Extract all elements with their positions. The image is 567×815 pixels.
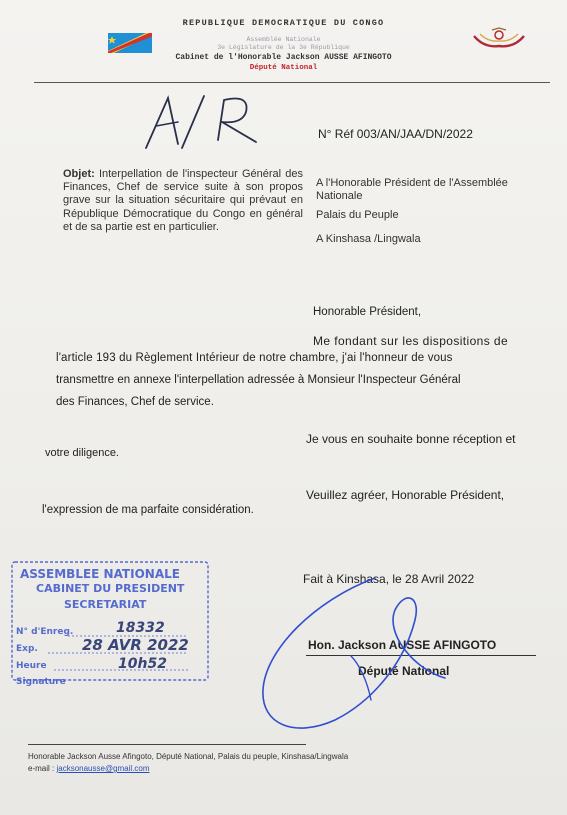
recipient-line-1: A l'Honorable Président de l'Assemblée <box>316 177 508 189</box>
stamp-exp-value: 28 AVR 2022 <box>82 636 189 654</box>
stamp-enreg-label: N° d'Enreg. <box>16 627 74 637</box>
body-paragraph-1-line-4: des Finances, Chef de service. <box>56 396 214 408</box>
body-paragraph-1-line-2: l'article 193 du Règlement Intérieur de notre chambre, j'ai l'honneur de vous <box>56 352 453 364</box>
ar-handwritten-annotation <box>138 92 268 152</box>
body-paragraph-2-line-2: votre diligence. <box>45 447 119 459</box>
stamp-line-2: CABINET DU PRESIDENT <box>36 582 185 595</box>
footer-address: Honorable Jackson Ausse Afingoto, Député National, Palais du peuple, Kinshasa/Lingwala <box>28 752 349 761</box>
legislature-subheading: 3e Législature de la 3e République <box>217 44 350 51</box>
footer-email-line <box>28 764 150 773</box>
assembly-subheading: Assemblée Nationale <box>246 36 321 43</box>
closing-line-1: Veuillez agréer, Honorable Président, <box>306 488 505 502</box>
deputy-heading: Député National <box>249 64 318 72</box>
closing-line-2: l'expression de ma parfaite considération. <box>42 504 254 516</box>
body-paragraph-1-line-3: transmettre en annexe l'interpellation adressée à Monsieur l'Inspecteur Général <box>56 374 461 386</box>
subject-block <box>63 168 303 234</box>
stamp-heure-value: 10h52 <box>118 656 167 672</box>
recipient-line-2: Nationale <box>316 190 363 202</box>
stamp-heure-label: Heure <box>16 661 47 671</box>
stamp-line-1: ASSEMBLEE NATIONALE <box>20 567 180 581</box>
place-date: Fait à Kinshasa, le 28 Avril 2022 <box>303 572 475 586</box>
header-rule <box>34 82 550 83</box>
signatory-title: Député National <box>358 664 450 678</box>
stamp-line-3: SECRETARIAT <box>64 598 147 611</box>
footer-email-label: e-mail : <box>28 764 55 773</box>
handwritten-signature <box>255 560 465 740</box>
footer-rule <box>28 744 306 745</box>
assembly-emblem-icon <box>470 26 528 50</box>
stamp-enreg-value: 18332 <box>116 620 165 636</box>
body-paragraph-1-line-1: Me fondant sur les dispositions de <box>313 334 509 348</box>
recipient-line-3: Palais du Peuple <box>316 209 399 221</box>
subject-label: Objet: <box>63 168 95 180</box>
salutation: Honorable Président, <box>313 306 422 318</box>
footer-email-link[interactable]: jacksonausse@gmail.com <box>56 764 150 773</box>
secretariat-stamp <box>8 558 214 686</box>
stamp-exp-label: Exp. <box>16 644 38 654</box>
reference-number: N° Réf 003/AN/JAA/DN/2022 <box>318 127 473 141</box>
subject-text: Interpellation de l'inspecteur Général des Finances, Chef de service suite à son propos grave sur la situation sécuritaire qui prévaut en République Démocratique du Congo en général et de sa partie est en particulier. <box>63 168 303 233</box>
cabinet-heading: Cabinet de l'Honorable Jackson AUSSE AFINGOTO <box>175 53 392 62</box>
republic-heading: REPUBLIQUE DEMOCRATIQUE DU CONGO <box>182 18 385 28</box>
recipient-line-4: A Kinshasa /Lingwala <box>316 233 421 245</box>
signatory-name: Hon. Jackson AUSSE AFINGOTO <box>308 638 497 652</box>
body-paragraph-2-line-1: Je vous en souhaite bonne réception et <box>306 432 516 446</box>
stamp-signature-label: Signature <box>16 677 66 686</box>
